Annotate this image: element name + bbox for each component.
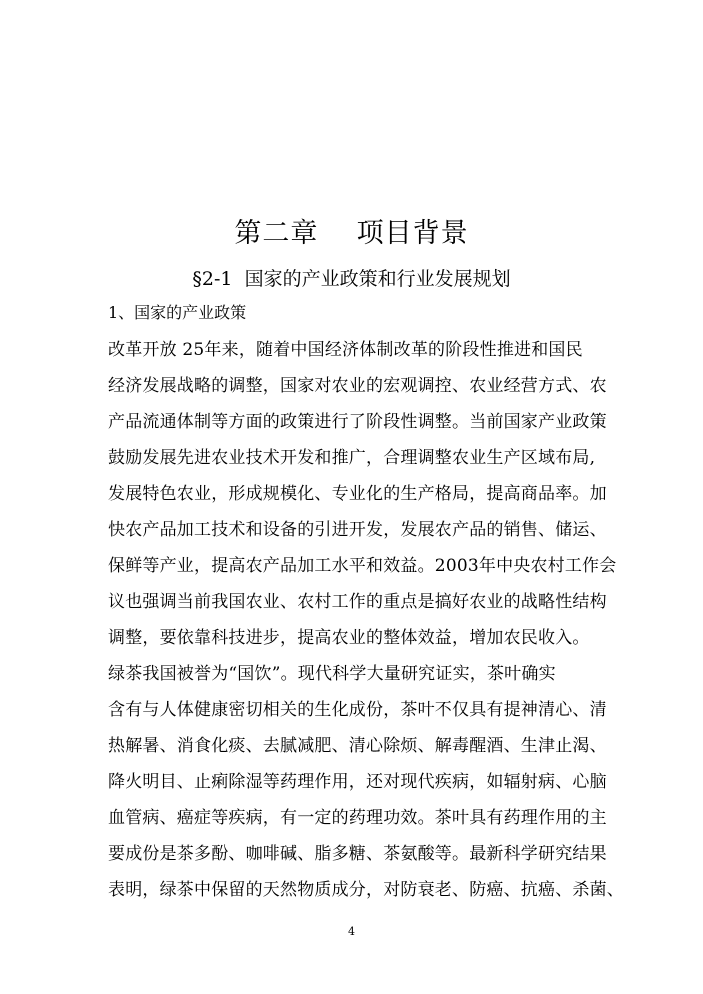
page-number: 4	[348, 925, 355, 938]
paragraph2-line-7: 表明，绿茶中保留的天然物质成分，对防衰老、防癌、抗癌、杀菌、	[108, 880, 624, 900]
paragraph1-line-7: 保鲜等产业，提高农产品加工水平和效益。2003年中央农村工作会	[108, 556, 617, 576]
paragraph1-line-2: 经济发展战略的调整，国家对农业的宏观调控、农业经营方式、农	[108, 376, 607, 396]
paragraph1-line-1: 改革开放 25年来，随着中国经济体制改革的阶段性推进和国民	[108, 340, 583, 360]
paragraph1-line-8: 议也强调当前我国农业、农村工作的重点是搞好农业的战略性结构	[108, 592, 607, 612]
paragraph2-line-5: 血管病、癌症等疾病，有一定的药理功效。茶叶具有药理作用的主	[108, 808, 607, 828]
subsection-title: 1、国家的产业政策	[108, 303, 247, 322]
paragraph1-line-9: 调整，要依靠科技进步，提高农业的整体效益，增加农民收入。	[108, 628, 590, 648]
paragraph1-line-4: 鼓励发展先进农业技术开发和推广，合理调整农业生产区域布局,	[108, 448, 596, 468]
paragraph1-line-3: 产品流通体制等方面的政策进行了阶段性调整。当前国家产业政策	[108, 412, 607, 432]
paragraph2-line-1: 绿茶我国被誉为“国饮”。现代科学大量研究证实，茶叶确实	[108, 664, 556, 684]
chapter-title: 第二章 项目背景	[234, 218, 469, 249]
paragraph2-line-2: 含有与人体健康密切相关的生化成份，茶叶不仅具有提神清心、清	[108, 700, 607, 720]
paragraph2-line-3: 热解暑、消食化痰、去腻减肥、清心除烦、解毒醒酒、生津止渴、	[108, 736, 607, 756]
paragraph1-line-6: 快农产品加工技术和设备的引进开发，发展农产品的销售、储运、	[108, 520, 607, 540]
paragraph1-line-5: 发展特色农业，形成规模化、专业化的生产格局，提高商品率。加	[108, 484, 607, 504]
section-title: §2-1 国家的产业政策和行业发展规划	[192, 268, 511, 290]
paragraph2-line-6: 要成份是茶多酚、咖啡碱、脂多糖、茶氨酸等。最新科学研究结果	[108, 844, 607, 864]
paragraph2-line-4: 降火明目、止痢除湿等药理作用，还对现代疾病，如辐射病、心脑	[108, 772, 607, 792]
